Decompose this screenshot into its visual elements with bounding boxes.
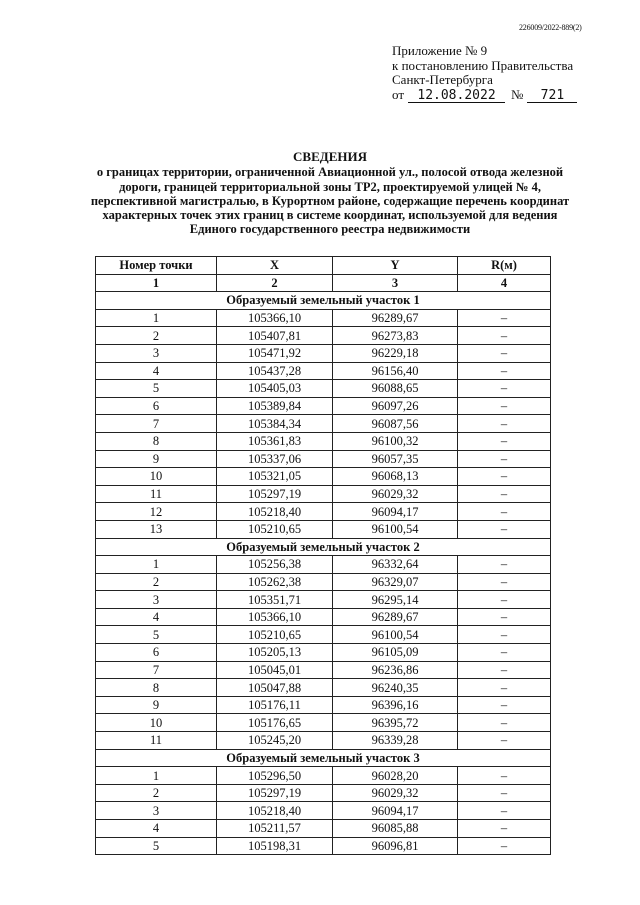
x-coordinate: 105366,10 [217,608,333,626]
point-number: 6 [96,644,217,662]
point-number: 10 [96,714,217,732]
y-coordinate: 96068,13 [333,468,458,486]
x-coordinate: 105297,19 [217,784,333,802]
y-coordinate: 96057,35 [333,450,458,468]
radius: – [458,327,551,345]
table-row [96,679,551,697]
table-row [96,696,551,714]
document-title [60,150,600,237]
title-heading: СВЕДЕНИЯ [293,149,367,164]
section-row [96,749,551,767]
section-row [96,292,551,310]
point-number: 11 [96,732,217,750]
header-y: Y [333,257,458,275]
column-number: 3 [333,274,458,292]
radius: – [458,362,551,380]
x-coordinate: 105210,65 [217,520,333,538]
point-number: 8 [96,679,217,697]
table-header-row [96,257,551,275]
x-coordinate: 105210,65 [217,626,333,644]
table-row [96,503,551,521]
column-number: 1 [96,274,217,292]
y-coordinate: 96029,32 [333,784,458,802]
x-coordinate: 105297,19 [217,485,333,503]
table-row [96,327,551,345]
table-row [96,714,551,732]
table-row [96,485,551,503]
title-line: перспективной магистралью, в Курортном районе, содержащие перечень координат [90,193,570,208]
y-coordinate: 96395,72 [333,714,458,732]
radius: – [458,784,551,802]
header-r: R(м) [458,257,551,275]
table-row [96,432,551,450]
section-title: Образуемый земельный участок 1 [96,292,551,310]
y-coordinate: 96085,88 [333,820,458,838]
y-coordinate: 96100,54 [333,626,458,644]
x-coordinate: 105176,65 [217,714,333,732]
table-row [96,309,551,327]
x-coordinate: 105205,13 [217,644,333,662]
point-number: 5 [96,626,217,644]
radius: – [458,714,551,732]
table-row [96,344,551,362]
radius: – [458,573,551,591]
radius: – [458,661,551,679]
column-number: 2 [217,274,333,292]
x-coordinate: 105471,92 [217,344,333,362]
radius: – [458,432,551,450]
point-number: 2 [96,573,217,591]
y-coordinate: 96094,17 [333,503,458,521]
title-line: дороги, границей территориальной зоны ТР2, проектируемой улицей № 4, [119,179,541,194]
table-row [96,820,551,838]
title-line: о границах территории, ограниченной Авиационной ул., полосой отвода железной [96,165,564,180]
table-row [96,397,551,415]
point-number: 5 [96,380,217,398]
x-coordinate: 105384,34 [217,415,333,433]
x-coordinate: 105296,50 [217,767,333,785]
annex-line: Приложение № 9 [392,43,488,58]
x-coordinate: 105198,31 [217,837,333,855]
x-coordinate: 105437,28 [217,362,333,380]
point-number: 10 [96,468,217,486]
radius: – [458,644,551,662]
table-row [96,468,551,486]
point-number: 4 [96,608,217,626]
point-number: 3 [96,344,217,362]
radius: – [458,767,551,785]
radius: – [458,556,551,574]
point-number: 1 [96,309,217,327]
table-row [96,608,551,626]
x-coordinate: 105256,38 [217,556,333,574]
section-title: Образуемый земельный участок 3 [96,749,551,767]
radius: – [458,520,551,538]
decree-date: 12.08.2022 [408,89,505,103]
y-coordinate: 96096,81 [333,837,458,855]
number-prefix: № [511,86,524,102]
point-number: 3 [96,802,217,820]
table-row [96,767,551,785]
y-coordinate: 96329,07 [333,573,458,591]
coordinates-table [95,256,551,855]
point-number: 1 [96,767,217,785]
header-x: X [217,257,333,275]
table-row [96,520,551,538]
header-point-number: Номер точки [96,257,217,275]
y-coordinate: 96236,86 [333,661,458,679]
x-coordinate: 105321,05 [217,468,333,486]
radius: – [458,591,551,609]
column-number: 4 [458,274,551,292]
radius: – [458,450,551,468]
y-coordinate: 96087,56 [333,415,458,433]
table-row [96,784,551,802]
point-number: 13 [96,520,217,538]
radius: – [458,468,551,486]
point-number: 7 [96,415,217,433]
x-coordinate: 105262,38 [217,573,333,591]
x-coordinate: 105211,57 [217,820,333,838]
radius: – [458,837,551,855]
radius: – [458,309,551,327]
x-coordinate: 105176,11 [217,696,333,714]
table-row [96,573,551,591]
point-number: 8 [96,432,217,450]
x-coordinate: 105337,06 [217,450,333,468]
section-row [96,538,551,556]
y-coordinate: 96229,18 [333,344,458,362]
annex-line: Санкт-Петербурга [392,72,493,87]
x-coordinate: 105361,83 [217,432,333,450]
decree-number: 721 [527,89,577,103]
y-coordinate: 96273,83 [333,327,458,345]
point-number: 2 [96,784,217,802]
y-coordinate: 96088,65 [333,380,458,398]
point-number: 1 [96,556,217,574]
point-number: 5 [96,837,217,855]
x-coordinate: 105045,01 [217,661,333,679]
table-row [96,626,551,644]
y-coordinate: 96156,40 [333,362,458,380]
annex-block [392,44,577,103]
y-coordinate: 96289,67 [333,309,458,327]
table-row [96,591,551,609]
point-number: 9 [96,450,217,468]
y-coordinate: 96100,54 [333,520,458,538]
radius: – [458,802,551,820]
table-row [96,732,551,750]
point-number: 3 [96,591,217,609]
y-coordinate: 96289,67 [333,608,458,626]
y-coordinate: 96396,16 [333,696,458,714]
x-coordinate: 105218,40 [217,503,333,521]
section-title: Образуемый земельный участок 2 [96,538,551,556]
y-coordinate: 96100,32 [333,432,458,450]
point-number: 12 [96,503,217,521]
x-coordinate: 105218,40 [217,802,333,820]
radius: – [458,415,551,433]
point-number: 2 [96,327,217,345]
annex-date-line [392,88,577,103]
y-coordinate: 96029,32 [333,485,458,503]
point-number: 4 [96,362,217,380]
radius: – [458,485,551,503]
table-row [96,415,551,433]
date-prefix: от [392,86,405,102]
annex-line: к постановлению Правительства [392,57,574,73]
table-row [96,837,551,855]
x-coordinate: 105366,10 [217,309,333,327]
radius: – [458,608,551,626]
radius: – [458,344,551,362]
y-coordinate: 96332,64 [333,556,458,574]
table-row [96,556,551,574]
radius: – [458,503,551,521]
x-coordinate: 105405,03 [217,380,333,398]
column-number-row [96,274,551,292]
y-coordinate: 96240,35 [333,679,458,697]
table-row [96,644,551,662]
title-line: характерных точек этих границ в системе координат, используемой для ведения [102,208,558,223]
table-row [96,362,551,380]
table-row [96,450,551,468]
y-coordinate: 96295,14 [333,591,458,609]
point-number: 6 [96,397,217,415]
table-row [96,802,551,820]
table-row [96,380,551,398]
point-number: 11 [96,485,217,503]
radius: – [458,380,551,398]
radius: – [458,696,551,714]
y-coordinate: 96028,20 [333,767,458,785]
x-coordinate: 105407,81 [217,327,333,345]
radius: – [458,626,551,644]
y-coordinate: 96105,09 [333,644,458,662]
point-number: 4 [96,820,217,838]
x-coordinate: 105389,84 [217,397,333,415]
radius: – [458,820,551,838]
y-coordinate: 96339,28 [333,732,458,750]
x-coordinate: 105245,20 [217,732,333,750]
x-coordinate: 105351,71 [217,591,333,609]
radius: – [458,397,551,415]
point-number: 9 [96,696,217,714]
point-number: 7 [96,661,217,679]
table-row [96,661,551,679]
document-id: 226009/2022-889(2) [519,23,582,32]
radius: – [458,679,551,697]
title-line: Единого государственного реестра недвижимости [189,222,471,237]
x-coordinate: 105047,88 [217,679,333,697]
radius: – [458,732,551,750]
y-coordinate: 96094,17 [333,802,458,820]
y-coordinate: 96097,26 [333,397,458,415]
